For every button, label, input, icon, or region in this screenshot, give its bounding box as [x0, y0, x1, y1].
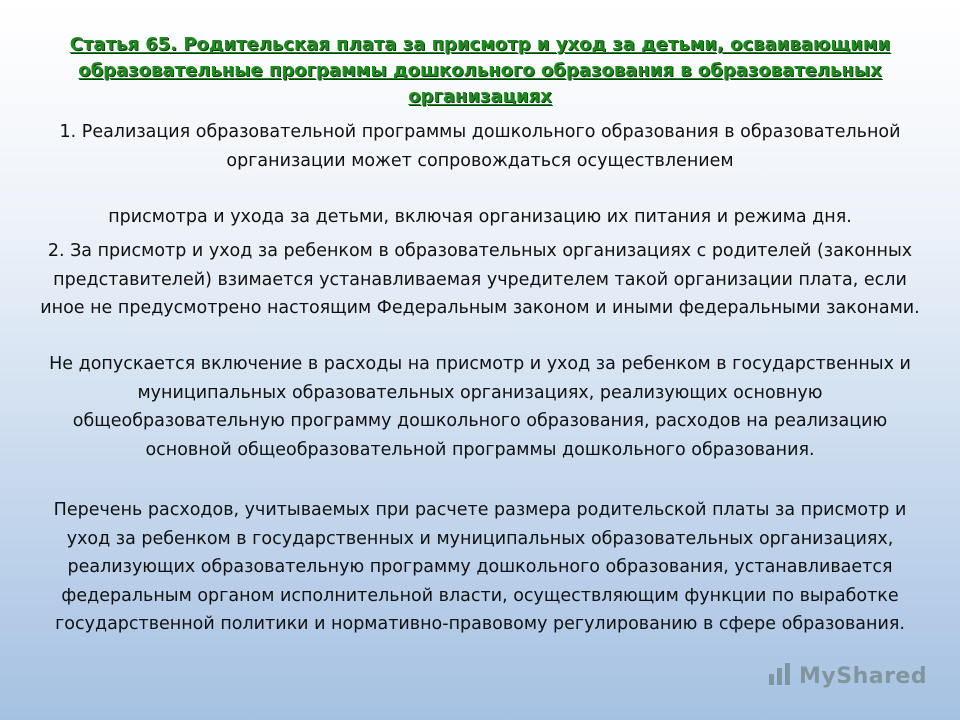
chart-bars-icon — [767, 662, 793, 690]
paragraph-1: 1. Реализация образовательной программы дошкольного образования в образовательной организации может сопровождаться осуществлением — [59, 122, 901, 171]
paragraph-4: Перечень расходов, учитываемых при расчете размера родительской платы за присмотр и уход за ребенком в государственных и муниципальных образовательных организациях, реализующих образовательную программу дошкольного образования, устанавливается федеральным органом исполнительной власти, осуществляющим функции по выработке государственной политики и нормативно-правовому регулированию в сфере образования. — [53, 500, 907, 634]
paragraph-3: Не допускается включение в расходы на присмотр и уход за ребенком в государственных и муниципальных образовательных организациях, реализующих основную общеобразовательную программу дошкольного образования, расходов на реализацию основной общеобразовательной программы дошкольного образования. — [49, 354, 911, 460]
paragraph-2: 2. За присмотр и уход за ребенком в образовательных организациях с родителей (законных представителей) взимается устанавливаемая учредителем такой организации плата, если иное не предусмотрено настоящим Федеральным законом и иными федеральными законами. — [40, 241, 920, 318]
watermark-text: MyShared — [799, 663, 928, 689]
article-title: Статья 65. Родительская плата за присмотр и уход за детьми, осваивающими образовательные программы дошкольного образования в образовательных организациях — [69, 34, 891, 107]
watermark — [767, 661, 927, 691]
paragraph-1-continued: присмотра и ухода за детьми, включая организацию их питания и режима дня. — [108, 207, 852, 227]
